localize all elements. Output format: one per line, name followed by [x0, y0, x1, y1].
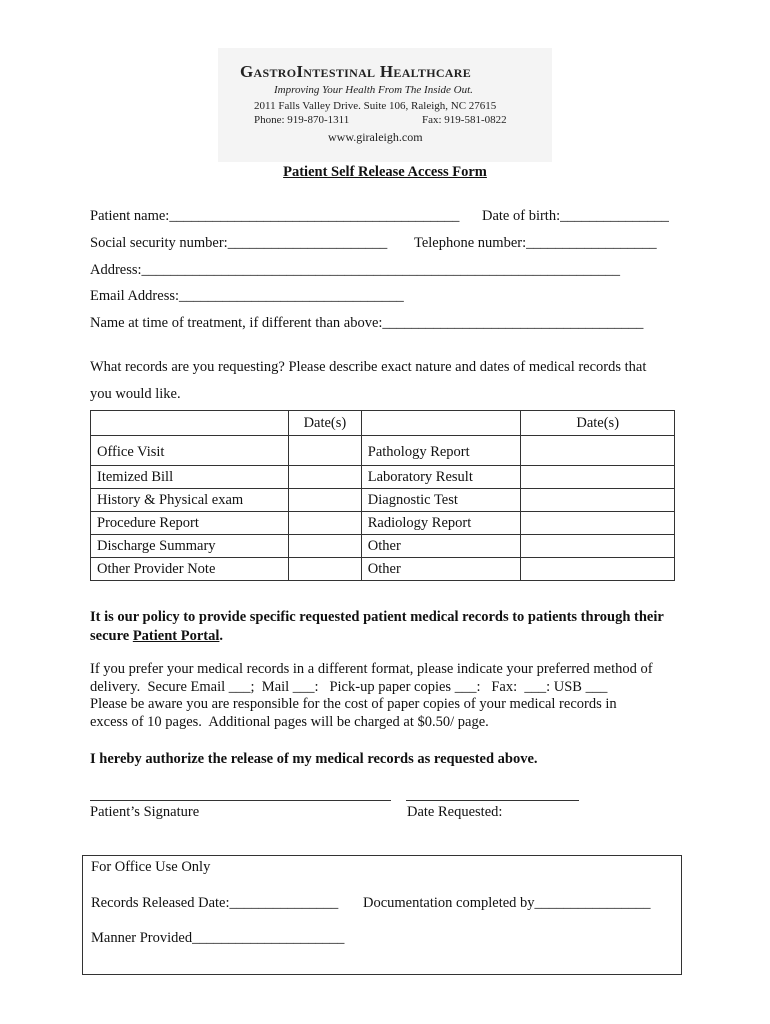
telephone-field[interactable]: Telephone number:__________________: [414, 235, 657, 251]
patient-portal-link[interactable]: Patient Portal: [132, 628, 220, 644]
table-row: [91, 436, 675, 466]
prefer-line2[interactable]: delivery. Secure Email ___; Mail ___: Pick-up paper copies ___: Fax: ___: USB ___: [90, 678, 608, 695]
prefer-line3: Please be aware you are responsible for the cost of paper copies of your medical records in: [90, 696, 617, 712]
authorization-statement: I hereby authorize the release of my medical records as requested above.: [90, 751, 538, 767]
practice-tagline: Improving Your Health From The Inside Out.: [274, 84, 473, 96]
date-cell[interactable]: [289, 512, 362, 535]
date-cell[interactable]: [289, 558, 362, 581]
practice-name: GastroIntestinal Healthcare: [240, 62, 472, 81]
date-cell[interactable]: [521, 436, 675, 466]
address-field[interactable]: Address:__________________________________________________________________: [90, 262, 621, 278]
record-type-right[interactable]: Other: [361, 558, 521, 581]
manner-provided-field[interactable]: Manner Provided_____________________: [91, 930, 345, 946]
date-cell[interactable]: [289, 436, 362, 466]
signature-line[interactable]: [90, 800, 391, 801]
records-question-line1: What records are you requesting? Please describe exact nature and dates of medical records that: [90, 359, 647, 375]
record-type-right[interactable]: Laboratory Result: [361, 466, 521, 489]
date-cell[interactable]: [521, 466, 675, 489]
table-header-empty: [91, 411, 289, 436]
policy-text: It is our policy to provide specific requested patient medical records to patients through their secure: [90, 609, 664, 644]
table-header-empty: [361, 411, 521, 436]
records-released-field[interactable]: Records Released Date:_______________: [91, 895, 339, 911]
date-header-right: Date(s): [521, 411, 675, 436]
record-type-right[interactable]: Radiology Report: [361, 512, 521, 535]
prefer-line1: If you prefer your medical records in a different format, please indicate your preferred method of: [90, 661, 653, 677]
record-type-left[interactable]: Procedure Report: [91, 512, 289, 535]
practice-website: www.giraleigh.com: [328, 130, 423, 144]
records-question-line2: you would like.: [90, 386, 181, 402]
record-type-left[interactable]: Itemized Bill: [91, 466, 289, 489]
record-type-left[interactable]: Office Visit: [91, 436, 289, 466]
patient-name-field[interactable]: Patient name:________________________________________: [90, 208, 460, 224]
record-type-right[interactable]: Pathology Report: [361, 436, 521, 466]
date-cell[interactable]: [289, 466, 362, 489]
date-cell[interactable]: [289, 489, 362, 512]
practice-address: 2011 Falls Valley Drive. Suite 106, Raleigh, NC 27615: [254, 100, 497, 112]
date-cell[interactable]: [521, 489, 675, 512]
policy-statement: [90, 608, 690, 646]
date-cell[interactable]: [521, 512, 675, 535]
ssn-field[interactable]: Social security number:______________________: [90, 235, 388, 251]
prefer-line4: excess of 10 pages. Additional pages will be charged at $0.50/ page.: [90, 713, 489, 730]
record-type-left[interactable]: History & Physical exam: [91, 489, 289, 512]
record-type-left[interactable]: Other Provider Note: [91, 558, 289, 581]
record-type-left[interactable]: Discharge Summary: [91, 535, 289, 558]
record-type-right[interactable]: Diagnostic Test: [361, 489, 521, 512]
table-row: [91, 558, 675, 581]
record-type-right[interactable]: Other: [361, 535, 521, 558]
table-row: [91, 512, 675, 535]
table-row: [91, 489, 675, 512]
date-requested-label: Date Requested:: [407, 804, 503, 820]
email-field[interactable]: Email Address:_______________________________: [90, 288, 404, 304]
date-header-left: Date(s): [289, 411, 362, 436]
delivery-preference: [90, 661, 690, 731]
practice-fax: Fax: 919-581-0822: [422, 114, 507, 126]
dob-field[interactable]: Date of birth:_______________: [482, 208, 669, 224]
table-row: [91, 535, 675, 558]
date-requested-line[interactable]: [406, 800, 579, 801]
form-title: Patient Self Release Access Form: [283, 164, 487, 180]
policy-end: .: [219, 628, 224, 644]
records-table: [90, 410, 675, 581]
table-row: [91, 466, 675, 489]
practice-phone: Phone: 919-870-1311: [254, 114, 350, 126]
date-cell[interactable]: [289, 535, 362, 558]
date-cell[interactable]: [521, 558, 675, 581]
office-use-box: [82, 855, 682, 975]
patient-signature-label: Patient’s Signature: [90, 804, 200, 820]
letterhead: [218, 48, 552, 162]
date-cell[interactable]: [521, 535, 675, 558]
office-use-heading: For Office Use Only: [91, 859, 211, 875]
documentation-field[interactable]: Documentation completed by________________: [363, 895, 651, 911]
name-at-treatment-field[interactable]: Name at time of treatment, if different than above:____________________________________: [90, 315, 644, 331]
